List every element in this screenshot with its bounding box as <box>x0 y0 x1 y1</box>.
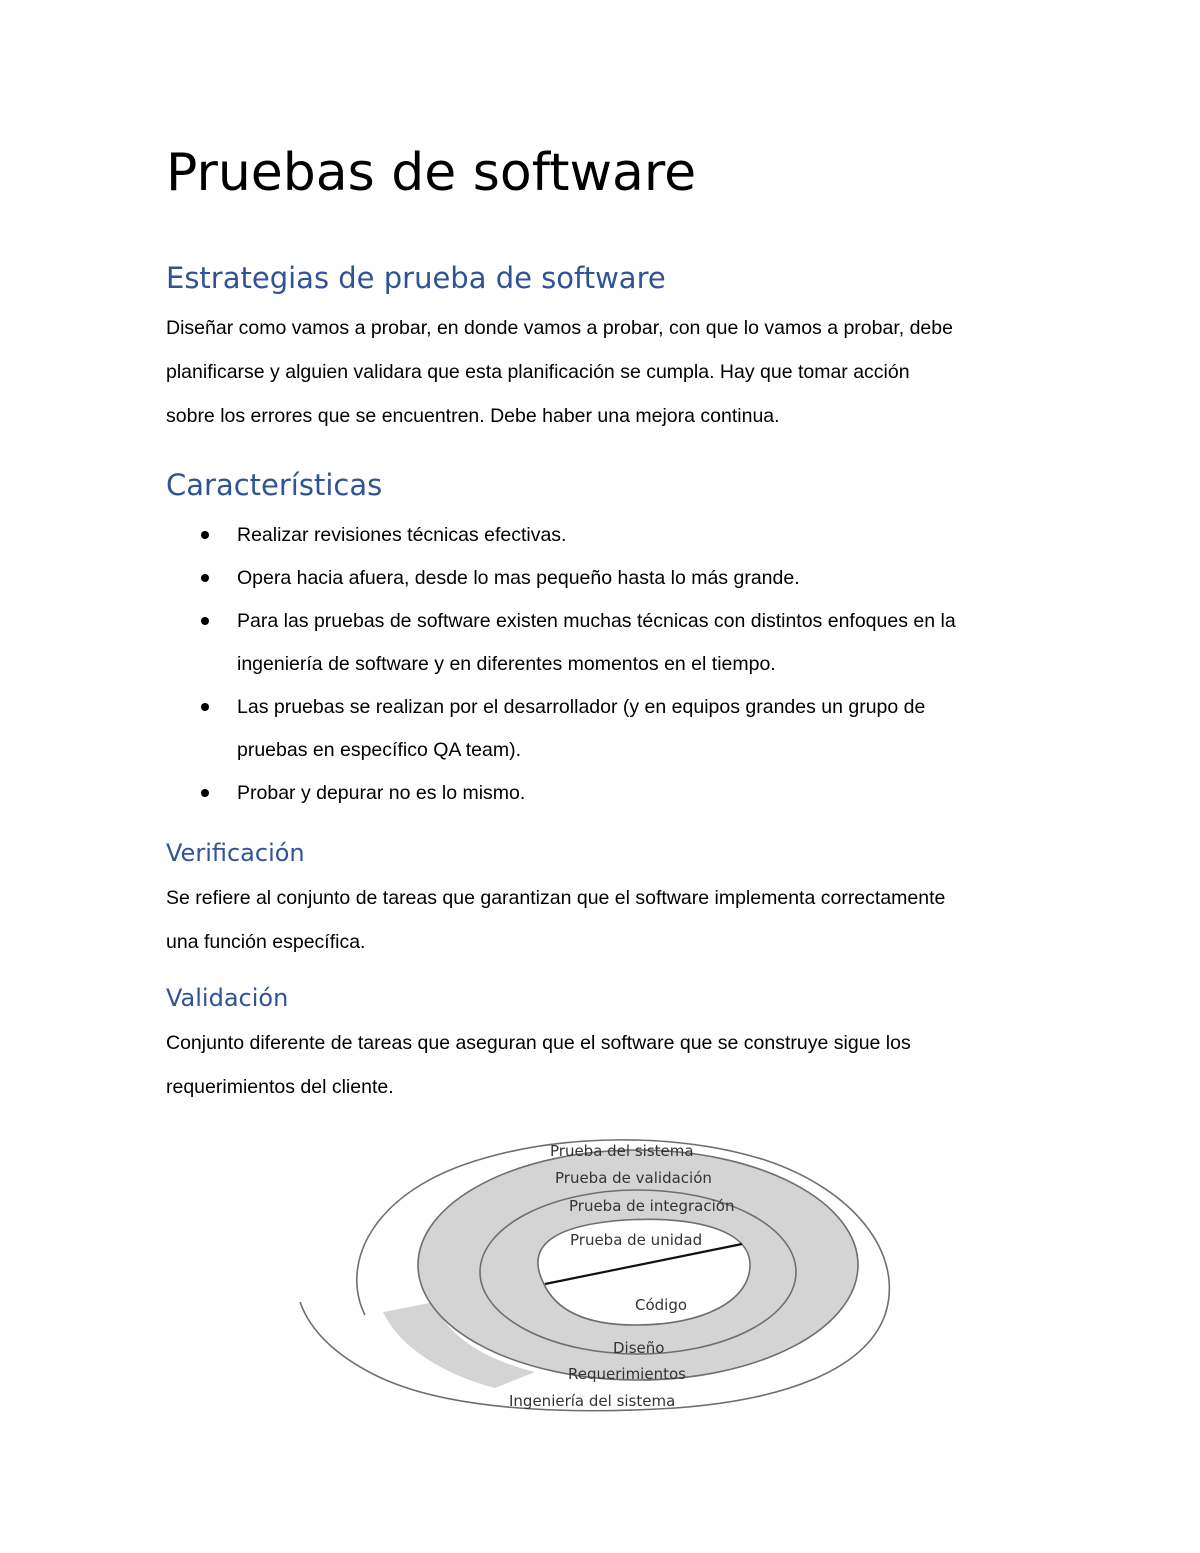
label-prueba-integracion: Prueba de integración <box>569 1197 735 1215</box>
label-prueba-validacion: Prueba de validación <box>555 1169 712 1187</box>
testing-spiral-diagram <box>295 1120 905 1420</box>
paragraph-line: Conjunto diferente de tareas que aseguran que el software que se construye sigue los <box>166 1032 911 1054</box>
bullet-item <box>166 600 1046 686</box>
bullet-list-caracteristicas <box>166 514 1046 815</box>
label-prueba-sistema: Prueba del sistema <box>550 1142 694 1160</box>
bullet-dot-icon <box>201 531 209 539</box>
bullet-text: Probar y depurar no es lo mismo. <box>237 782 526 804</box>
bullet-dot-icon <box>201 789 209 797</box>
heading-validacion: Validación <box>166 984 289 1012</box>
document-title: Pruebas de software <box>166 143 697 203</box>
paragraph-line: planificarse y alguien validara que esta planificación se cumpla. Hay que tomar acción <box>166 361 910 383</box>
bullet-text: ingeniería de software y en diferentes momentos en el tiempo. <box>237 653 776 675</box>
bullet-item <box>166 686 1046 772</box>
heading-estrategias: Estrategias de prueba de software <box>166 261 666 295</box>
bullet-text: Para las pruebas de software existen muchas técnicas con distintos enfoques en la <box>237 610 956 632</box>
heading-caracteristicas: Características <box>166 468 383 502</box>
label-codigo: Código <box>635 1296 688 1314</box>
paragraph-line: Se refiere al conjunto de tareas que garantizan que el software implementa correctamente <box>166 887 946 909</box>
paragraph-line: sobre los errores que se encuentren. Debe haber una mejora continua. <box>166 405 780 427</box>
bullet-text: Realizar revisiones técnicas efectivas. <box>237 524 567 546</box>
bullet-item <box>166 514 1046 557</box>
paragraph-validacion <box>166 1021 1046 1109</box>
bullet-dot-icon <box>201 703 209 711</box>
heading-verificacion: Verificación <box>166 839 305 867</box>
label-ingenieria-sistema: Ingeniería del sistema <box>509 1392 676 1410</box>
bullet-item <box>166 557 1046 600</box>
paragraph-line: requerimientos del cliente. <box>166 1076 394 1098</box>
label-requerimientos: Requerimientos <box>568 1365 686 1383</box>
paragraph-estrategias <box>166 306 1046 438</box>
label-prueba-unidad: Prueba de unidad <box>570 1231 703 1249</box>
label-diseno: Diseño <box>613 1339 665 1357</box>
bullet-text: Opera hacia afuera, desde lo mas pequeño hasta lo más grande. <box>237 567 800 589</box>
paragraph-verificacion <box>166 876 1046 964</box>
paragraph-line: una función específica. <box>166 931 366 953</box>
bullet-dot-icon <box>201 617 209 625</box>
bullet-dot-icon <box>201 574 209 582</box>
bullet-item <box>166 772 1046 815</box>
paragraph-line: Diseñar como vamos a probar, en donde vamos a probar, con que lo vamos a probar, debe <box>166 317 953 339</box>
bullet-text: Las pruebas se realizan por el desarrollador (y en equipos grandes un grupo de <box>237 696 926 718</box>
bullet-text: pruebas en específico QA team). <box>237 739 521 761</box>
